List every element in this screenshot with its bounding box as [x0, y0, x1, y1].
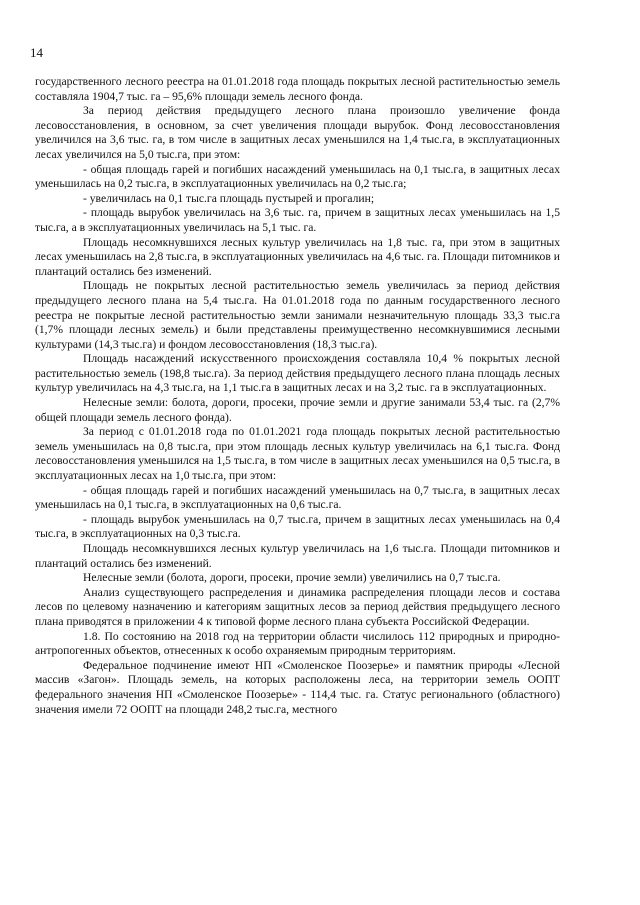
paragraph: Нелесные земли (болота, дороги, просеки, прочие земли) увеличились на 0,7 тыс.га.: [83, 571, 501, 585]
paragraph: Площадь насаждений искусственного происхождения составляла 10,4 % покрытых лесной растительностью земель (198,8 тыс.га). За период действия предыдущего лесного плана площадь лесных культур увеличилась на 4,3 тыс.га, на 1,1 тыс.га в защитных лесах и на 3,2 тыс. га в эксплуатационных.: [35, 352, 560, 395]
page-number: 14: [30, 45, 43, 60]
paragraph: За период с 01.01.2018 года по 01.01.2021 года площадь покрытых лесной растительностью земель уменьшилась на 0,8 тыс.га, при этом площадь лесных культур увеличилась на 6,1 тыс.га. Фонд лесовосстановления уменьшился на 1,5 тыс.га, в том числе в защитных лесах уменьшился на 0,5 тыс.га, в эксплуатационных лесах на 1,0 тыс.га, при этом:: [35, 425, 560, 483]
paragraph: 1.8. По состоянию на 2018 год на территории области числилось 112 природных и природно-антропогенных объектов, отнесенных к особо охраняемым природным территориям.: [35, 629, 560, 658]
paragraph: Нелесные земли: болота, дороги, просеки, прочие земли и другие занимали 53,4 тыс. га (2,7% общей площади земель лесного фонда).: [35, 396, 560, 424]
body-text: [35, 75, 560, 717]
paragraph: Площадь несомкнувшихся лесных культур увеличилась на 1,6 тыс.га. Площади питомников и плантаций остались без изменений.: [35, 542, 560, 570]
paragraph: - площадь вырубок увеличилась на 3,6 тыс. га, причем в защитных лесах уменьшилась на 1,5 тыс.га, а в эксплуатационных увеличилась на 5,1 тыс. га.: [35, 206, 560, 234]
paragraph: За период действия предыдущего лесного плана произошло увеличение фонда лесовосстановления, в основном, за счет увеличения площади вырубок. Фонд лесовосстановления увеличился на 3,6 тыс. га, в том числе в защитных лесах уменьшился на 1,4 тыс.га, в эксплуатационных лесах увеличился на 5,0 тыс.га, при этом:: [35, 104, 560, 161]
paragraph: - площадь вырубок уменьшилась на 0,7 тыс.га, причем в защитных лесах уменьшилась на 0,4 тыс.га, в эксплуатационных на 0,3 тыс.га.: [35, 512, 560, 541]
paragraph: Анализ существующего распределения и динамика распределения площади лесов и состава лесов по целевому назначению и категориям защитных лесов за период действия предыдущего лесного плана приводятся в приложении 4 к типовой форме лесного плана субъекта Российской Федерации.: [35, 585, 560, 628]
paragraph: Федеральное подчинение имеют НП «Смоленское Поозерье» и памятник природы «Лесной массив «Загон». Площадь земель, на которых расположены леса, на территории земель ООПТ федерального значения НП «Смоленское Поозерье» - 114,4 тыс. га. Статус регионального (областного) значения имели 72 ООПТ на площади 248,2 тыс.га, местного: [35, 658, 560, 716]
paragraph: - общая площадь гарей и погибших насаждений уменьшилась на 0,7 тыс.га, в защитных лесах уменьшилась на 0,1 тыс.га, в эксплуатационных на 0,6 тыс.га.: [35, 483, 560, 512]
paragraph: - увеличилась на 0,1 тыс.га площадь пустырей и прогалин;: [83, 191, 375, 205]
paragraph: Площадь несомкнувшихся лесных культур увеличилась на 1,8 тыс. га, при этом в защитных лесах уменьшилась на 2,8 тыс.га, в эксплуатационных увеличилась на 4,6 тыс. га. Площади питомников и плантаций остались без изменений.: [35, 235, 560, 278]
paragraph: - общая площадь гарей и погибших насаждений уменьшилась на 0,1 тыс.га, в защитных лесах уменьшилась на 0,2 тыс.га, в эксплуатационных увеличилась на 0,2 тыс.га;: [35, 162, 560, 191]
paragraph: Площадь не покрытых лесной растительностью земель увеличилась за период действия предыдущего лесного плана на 5,4 тыс.га. На 01.01.2018 года по данным государственного лесного реестра не покрытые лесной растительностью земли занимали незначительную площадь 33,3 тыс.га (1,7% площади лесных земель) и были представлены преимущественно несомкнувшимися лесными культурами (14,3 тыс.га) и фондом лесовосстановления (18,3 тыс.га).: [35, 279, 560, 351]
paragraph: государственного лесного реестра на 01.01.2018 года площадь покрытых лесной растительностью земель составляла 1904,7 тыс. га – 95,6% площади земель лесного фонда.: [35, 75, 560, 103]
